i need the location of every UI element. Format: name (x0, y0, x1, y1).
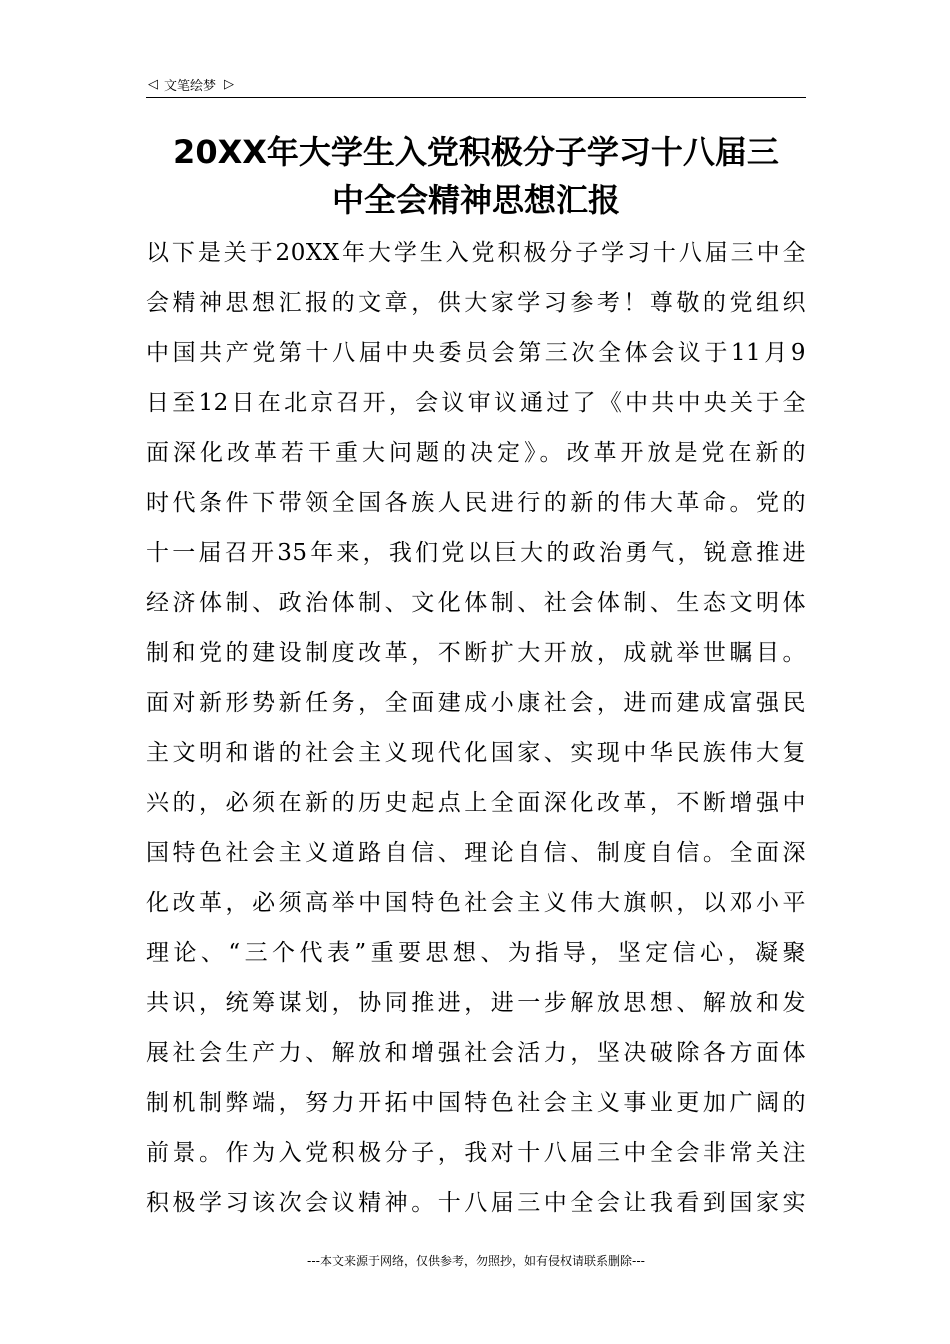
body-line: 共识，统筹谋划，协同推进，进一步解放思想、解放和发 (146, 990, 806, 1016)
body-line: 以下是关于20XX年大学生入党积极分子学习十八届三中全 (146, 240, 806, 266)
body-line: 中国共产党第十八届中央委员会第三次全体会议于11月9 (146, 340, 806, 366)
body-line: 会精神思想汇报的文章，供大家学习参考！尊敬的党组织 (146, 290, 806, 316)
title-line-2: 中全会精神思想汇报 (331, 181, 620, 219)
body-line: 时代条件下带领全国各族人民进行的新的伟大革命。党的 (146, 490, 806, 516)
body-line: 经济体制、政治体制、文化体制、社会体制、生态文明体 (146, 590, 806, 616)
body-line: 面深化改革若干重大问题的决定》。改革开放是党在新的 (146, 440, 806, 466)
body-line: 十一届召开35年来，我们党以巨大的政治勇气，锐意推进 (146, 540, 806, 566)
header-brand: 文笔绘梦 (164, 78, 217, 94)
body-line: 前景。作为入党积极分子，我对十八届三中全会非常关注 (146, 1140, 806, 1166)
body-line: 面对新形势新任务，全面建成小康社会，进而建成富强民 (146, 690, 806, 716)
title-line-1: 20XX年大学生入党积极分子学习十八届三 (173, 133, 779, 171)
body-line: 积极学习该次会议精神。十八届三中全会让我看到国家实 (146, 1190, 806, 1216)
body-line: 理论、“三个代表”重要思想、为指导，坚定信心，凝聚 (146, 940, 806, 966)
body-line: 化改革，必须高举中国特色社会主义伟大旗帜，以邓小平 (146, 890, 806, 916)
body-line: 展社会生产力、解放和增强社会活力，坚决破除各方面体 (146, 1040, 806, 1066)
body-line: 制机制弊端，努力开拓中国特色社会主义事业更加广阔的 (146, 1090, 806, 1116)
body-paragraph (146, 228, 806, 1228)
body-line: 兴的，必须在新的历史起点上全面深化改革，不断增强中 (146, 790, 806, 816)
body-line: 制和党的建设制度改革，不断扩大开放，成就举世瞩目。 (146, 640, 806, 666)
right-triangle-icon: ▷ (224, 76, 235, 92)
header-divider (146, 97, 806, 98)
page-footer: ---本文来源于网络，仅供参考，勿照抄，如有侵权请联系删除--- (307, 1254, 645, 1268)
body-line: 日至12日在北京召开，会议审议通过了《中共中央关于全 (146, 390, 806, 416)
body-line: 主文明和谐的社会主义现代化国家、实现中华民族伟大复 (146, 740, 806, 766)
document-title (146, 128, 806, 224)
body-line: 国特色社会主义道路自信、理论自信、制度自信。全面深 (146, 840, 806, 866)
left-triangle-icon: ◁ (148, 76, 158, 92)
page-header (146, 72, 806, 96)
